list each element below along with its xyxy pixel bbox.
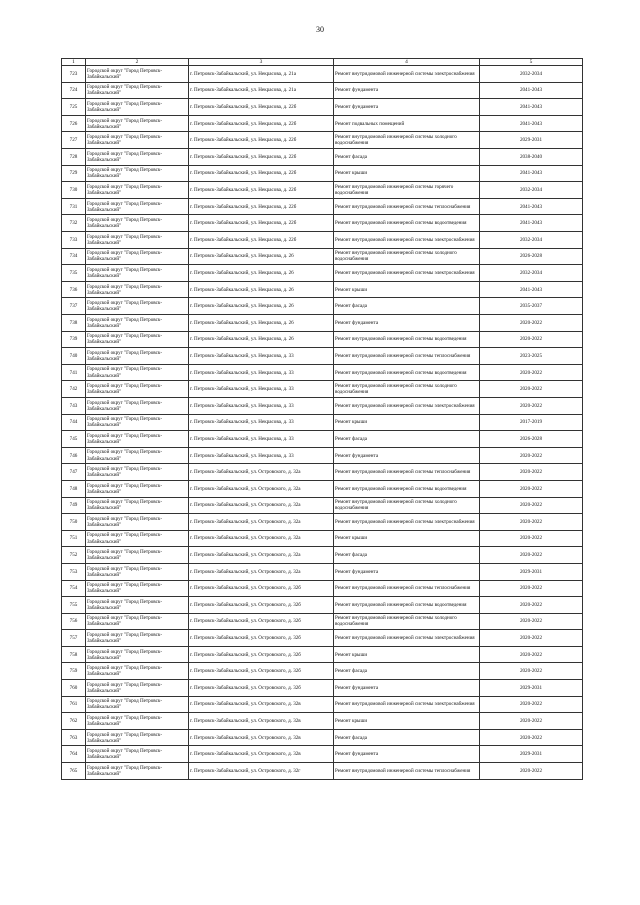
address-cell: г. Петровск-Забайкальский, ул. Некрасова, д. 22б [189,115,334,132]
period-cell: 2041-2043 [480,115,583,132]
address-cell: г. Петровск-Забайкальский, ул. Некрасова, д. 21а [189,82,334,99]
address-cell: г. Петровск-Забайкальский, ул. Островского, д. 32б [189,580,334,597]
table-row [62,696,583,713]
row-number-cell: 734 [62,248,86,265]
address-cell: г. Петровск-Забайкальский, ул. Некрасова, д. 22б [189,215,334,232]
period-cell: 2032-2034 [480,66,583,83]
row-number-cell: 723 [62,66,86,83]
period-cell: 2026-2028 [480,431,583,448]
municipality-cell: Городской округ "Город Петровск-Забайкальский" [86,763,189,780]
period-cell: 2029-2031 [480,563,583,580]
work-type-cell: Ремонт внутридомовой инженерной системы водоотведения [334,364,480,381]
address-cell: г. Петровск-Забайкальский, ул. Некрасова, д. 26 [189,298,334,315]
row-number-cell: 755 [62,597,86,614]
table-row [62,232,583,249]
period-cell: 2041-2043 [480,198,583,215]
period-cell: 2020-2022 [480,580,583,597]
table-row [62,580,583,597]
table-row [62,763,583,780]
row-number-cell: 732 [62,215,86,232]
municipality-cell: Городской округ "Город Петровск-Забайкальский" [86,115,189,132]
period-cell: 2023-2025 [480,348,583,365]
row-number-cell: 748 [62,480,86,497]
row-number-cell: 745 [62,431,86,448]
row-number-cell: 743 [62,397,86,414]
work-type-cell: Ремонт внутридомовой инженерной системы электроснабжения [334,66,480,83]
row-number-cell: 765 [62,763,86,780]
municipality-cell: Городской округ "Город Петровск-Забайкальский" [86,680,189,697]
address-cell: г. Петровск-Забайкальский, ул. Некрасова, д. 22б [189,149,334,166]
table-row [62,530,583,547]
municipality-cell: Городской округ "Город Петровск-Забайкальский" [86,215,189,232]
work-type-cell: Ремонт крыши [334,530,480,547]
period-cell: 2020-2022 [480,315,583,332]
period-cell: 2020-2022 [480,547,583,564]
row-number-cell: 750 [62,514,86,531]
row-number-cell: 753 [62,563,86,580]
period-cell: 2020-2022 [480,497,583,514]
table-row [62,680,583,697]
work-type-cell: Ремонт внутридомовой инженерной системы теплоснабжения [334,763,480,780]
table-row [62,646,583,663]
municipality-cell: Городской округ "Город Петровск-Забайкальский" [86,182,189,199]
address-cell: г. Петровск-Забайкальский, ул. Некрасова, д. 33 [189,397,334,414]
work-type-cell: Ремонт внутридомовой инженерной системы теплоснабжения [334,580,480,597]
work-type-cell: Ремонт крыши [334,414,480,431]
work-type-cell: Ремонт внутридомовой инженерной системы водоотведения [334,215,480,232]
row-number-cell: 763 [62,729,86,746]
table-row [62,315,583,332]
table-row [62,99,583,116]
table-row [62,381,583,398]
address-cell: г. Петровск-Забайкальский, ул. Островского, д. 32а [189,497,334,514]
period-cell: 2020-2022 [480,397,583,414]
table-row [62,132,583,149]
work-type-cell: Ремонт фундамента [334,82,480,99]
period-cell: 2020-2022 [480,646,583,663]
address-cell: г. Петровск-Забайкальский, ул. Островского, д. 32б [189,680,334,697]
address-cell: г. Петровск-Забайкальский, ул. Островского, д. 32б [189,597,334,614]
table-row [62,630,583,647]
address-cell: г. Петровск-Забайкальский, ул. Островского, д. 32б [189,663,334,680]
work-type-cell: Ремонт внутридомовой инженерной системы холодного водоснабжения [334,497,480,514]
period-cell: 2020-2022 [480,480,583,497]
period-cell: 2020-2022 [480,530,583,547]
row-number-cell: 728 [62,149,86,166]
row-number-cell: 747 [62,464,86,481]
table-header-row [62,59,583,66]
period-cell: 2020-2022 [480,597,583,614]
period-cell: 2020-2022 [480,364,583,381]
address-cell: г. Петровск-Забайкальский, ул. Некрасова, д. 26 [189,265,334,282]
municipality-cell: Городской округ "Город Петровск-Забайкальский" [86,563,189,580]
row-number-cell: 744 [62,414,86,431]
address-cell: г. Петровск-Забайкальский, ул. Островского, д. 32в [189,696,334,713]
row-number-cell: 729 [62,165,86,182]
address-cell: г. Петровск-Забайкальский, ул. Островского, д. 32а [189,514,334,531]
table-row [62,298,583,315]
address-cell: г. Петровск-Забайкальский, ул. Некрасова, д. 22б [189,198,334,215]
period-cell: 2020-2022 [480,630,583,647]
address-cell: г. Петровск-Забайкальский, ул. Некрасова, д. 26 [189,331,334,348]
address-cell: г. Петровск-Забайкальский, ул. Островского, д. 32а [189,530,334,547]
period-cell: 2041-2043 [480,281,583,298]
municipality-cell: Городской округ "Город Петровск-Забайкальский" [86,746,189,763]
municipality-cell: Городской округ "Город Петровск-Забайкальский" [86,480,189,497]
row-number-cell: 757 [62,630,86,647]
municipality-cell: Городской округ "Город Петровск-Забайкальский" [86,298,189,315]
column-header: 2 [86,59,189,66]
table-row [62,431,583,448]
table-row [62,746,583,763]
row-number-cell: 746 [62,447,86,464]
row-number-cell: 754 [62,580,86,597]
period-cell: 2020-2022 [480,613,583,630]
address-cell: г. Петровск-Забайкальский, ул. Некрасова, д. 22б [189,99,334,116]
address-cell: г. Петровск-Забайкальский, ул. Некрасова, д. 26 [189,315,334,332]
work-type-cell: Ремонт внутридомовой инженерной системы электроснабжения [334,265,480,282]
period-cell: 2020-2022 [480,464,583,481]
row-number-cell: 736 [62,281,86,298]
address-cell: г. Петровск-Забайкальский, ул. Островского, д. 32а [189,480,334,497]
row-number-cell: 762 [62,713,86,730]
address-cell: г. Петровск-Забайкальский, ул. Некрасова, д. 22б [189,132,334,149]
table-row [62,563,583,580]
row-number-cell: 761 [62,696,86,713]
row-number-cell: 738 [62,315,86,332]
work-type-cell: Ремонт крыши [334,281,480,298]
address-cell: г. Петровск-Забайкальский, ул. Некрасова, д. 33 [189,364,334,381]
period-cell: 2032-2034 [480,232,583,249]
work-type-cell: Ремонт крыши [334,165,480,182]
municipality-cell: Городской округ "Город Петровск-Забайкальский" [86,597,189,614]
row-number-cell: 749 [62,497,86,514]
period-cell: 2032-2034 [480,265,583,282]
municipality-cell: Городской округ "Город Петровск-Забайкальский" [86,66,189,83]
table-row [62,447,583,464]
address-cell: г. Петровск-Забайкальский, ул. Островского, д. 32б [189,613,334,630]
period-cell: 2041-2043 [480,99,583,116]
municipality-cell: Городской округ "Город Петровск-Забайкальский" [86,580,189,597]
work-type-cell: Ремонт внутридомовой инженерной системы холодного водоснабжения [334,381,480,398]
table-row [62,265,583,282]
table-row [62,198,583,215]
period-cell: 2029-2031 [480,680,583,697]
work-type-cell: Ремонт фасада [334,298,480,315]
table-row [62,497,583,514]
row-number-cell: 764 [62,746,86,763]
period-cell: 2017-2019 [480,414,583,431]
municipality-cell: Городской округ "Город Петровск-Забайкальский" [86,530,189,547]
municipality-cell: Городской округ "Город Петровск-Забайкальский" [86,696,189,713]
period-cell: 2038-2040 [480,149,583,166]
work-type-cell: Ремонт фундамента [334,563,480,580]
period-cell: 2041-2043 [480,165,583,182]
municipality-cell: Городской округ "Город Петровск-Забайкальский" [86,232,189,249]
address-cell: г. Петровск-Забайкальский, ул. Некрасова, д. 21а [189,66,334,83]
period-cell: 2020-2022 [480,713,583,730]
address-cell: г. Петровск-Забайкальский, ул. Некрасова, д. 22б [189,232,334,249]
table-row [62,165,583,182]
municipality-cell: Городской округ "Город Петровск-Забайкальский" [86,198,189,215]
work-type-cell: Ремонт фундамента [334,447,480,464]
municipality-cell: Городской округ "Город Петровск-Забайкальский" [86,613,189,630]
municipality-cell: Городской округ "Город Петровск-Забайкальский" [86,497,189,514]
table-row [62,663,583,680]
municipality-cell: Городской округ "Город Петровск-Забайкальский" [86,315,189,332]
row-number-cell: 727 [62,132,86,149]
table-row [62,514,583,531]
period-cell: 2029-2031 [480,132,583,149]
municipality-cell: Городской округ "Город Петровск-Забайкальский" [86,464,189,481]
municipality-cell: Городской округ "Город Петровск-Забайкальский" [86,99,189,116]
work-type-cell: Ремонт фундамента [334,746,480,763]
municipality-cell: Городской округ "Город Петровск-Забайкальский" [86,348,189,365]
row-number-cell: 739 [62,331,86,348]
table-row [62,248,583,265]
table-row [62,82,583,99]
period-cell: 2020-2022 [480,729,583,746]
municipality-cell: Городской округ "Город Петровск-Забайкальский" [86,729,189,746]
address-cell: г. Петровск-Забайкальский, ул. Некрасова, д. 22б [189,182,334,199]
work-type-cell: Ремонт внутридомовой инженерной системы теплоснабжения [334,464,480,481]
table-row [62,182,583,199]
work-type-cell: Ремонт внутридомовой инженерной системы электроснабжения [334,514,480,531]
municipality-cell: Городской округ "Город Петровск-Забайкальский" [86,713,189,730]
table-row [62,547,583,564]
row-number-cell: 752 [62,547,86,564]
work-type-cell: Ремонт фасада [334,431,480,448]
column-header: 1 [62,59,86,66]
table-row [62,729,583,746]
work-type-cell: Ремонт внутридомовой инженерной системы теплоснабжения [334,198,480,215]
row-number-cell: 731 [62,198,86,215]
column-header: 4 [334,59,480,66]
address-cell: г. Петровск-Забайкальский, ул. Островского, д. 32в [189,713,334,730]
address-cell: г. Петровск-Забайкальский, ул. Некрасова, д. 26 [189,248,334,265]
table-row [62,397,583,414]
work-type-cell: Ремонт внутридомовой инженерной системы горячего водоснабжения [334,182,480,199]
municipality-cell: Городской округ "Город Петровск-Забайкальский" [86,149,189,166]
address-cell: г. Петровск-Забайкальский, ул. Островского, д. 32б [189,646,334,663]
work-type-cell: Ремонт крыши [334,713,480,730]
work-type-cell: Ремонт внутридомовой инженерной системы холодного водоснабжения [334,132,480,149]
work-type-cell: Ремонт внутридомовой инженерной системы электроснабжения [334,232,480,249]
period-cell: 2020-2022 [480,514,583,531]
period-cell: 2041-2043 [480,215,583,232]
municipality-cell: Городской округ "Город Петровск-Забайкальский" [86,132,189,149]
work-type-cell: Ремонт внутридомовой инженерной системы холодного водоснабжения [334,613,480,630]
row-number-cell: 733 [62,232,86,249]
row-number-cell: 740 [62,348,86,365]
page-number: 30 [316,25,324,34]
address-cell: г. Петровск-Забайкальский, ул. Островского, д. 32а [189,464,334,481]
municipality-cell: Городской округ "Город Петровск-Забайкальский" [86,447,189,464]
work-type-cell: Ремонт внутридомовой инженерной системы теплоснабжения [334,348,480,365]
table-row [62,713,583,730]
period-cell: 2029-2031 [480,746,583,763]
work-type-cell: Ремонт подвальных помещений [334,115,480,132]
work-type-cell: Ремонт внутридомовой инженерной системы электроснабжения [334,696,480,713]
address-cell: г. Петровск-Забайкальский, ул. Островского, д. 32в [189,746,334,763]
municipality-cell: Городской округ "Город Петровск-Забайкальский" [86,414,189,431]
period-cell: 2035-2037 [480,298,583,315]
table-row [62,331,583,348]
address-cell: г. Петровск-Забайкальский, ул. Островского, д. 32в [189,729,334,746]
table-row [62,348,583,365]
address-cell: г. Петровск-Забайкальский, ул. Островского, д. 32б [189,630,334,647]
table-row [62,613,583,630]
address-cell: г. Петровск-Забайкальский, ул. Некрасова, д. 26 [189,281,334,298]
row-number-cell: 741 [62,364,86,381]
table-row [62,464,583,481]
period-cell: 2020-2022 [480,381,583,398]
period-cell: 2026-2028 [480,248,583,265]
municipality-cell: Городской округ "Город Петровск-Забайкальский" [86,265,189,282]
municipality-cell: Городской округ "Город Петровск-Забайкальский" [86,514,189,531]
municipality-cell: Городской округ "Город Петровск-Забайкальский" [86,397,189,414]
address-cell: г. Петровск-Забайкальский, ул. Островского, д. 32а [189,547,334,564]
municipality-cell: Городской округ "Город Петровск-Забайкальский" [86,431,189,448]
row-number-cell: 742 [62,381,86,398]
address-cell: г. Петровск-Забайкальский, ул. Некрасова, д. 22б [189,165,334,182]
row-number-cell: 758 [62,646,86,663]
column-header: 5 [480,59,583,66]
work-type-cell: Ремонт внутридомовой инженерной системы водоотведения [334,331,480,348]
work-type-cell: Ремонт внутридомовой инженерной системы электроснабжения [334,630,480,647]
municipality-cell: Городской округ "Город Петровск-Забайкальский" [86,663,189,680]
row-number-cell: 735 [62,265,86,282]
work-type-cell: Ремонт фундамента [334,99,480,116]
municipality-cell: Городской округ "Город Петровск-Забайкальский" [86,331,189,348]
work-type-cell: Ремонт фасада [334,149,480,166]
table-row [62,597,583,614]
work-type-cell: Ремонт фундамента [334,315,480,332]
municipality-cell: Городской округ "Город Петровск-Забайкальский" [86,165,189,182]
municipality-cell: Городской округ "Город Петровск-Забайкальский" [86,547,189,564]
period-cell: 2020-2022 [480,663,583,680]
period-cell: 2020-2022 [480,331,583,348]
municipality-cell: Городской округ "Город Петровск-Забайкальский" [86,82,189,99]
period-cell: 2032-2034 [480,182,583,199]
table-row [62,115,583,132]
work-type-cell: Ремонт фундамента [334,680,480,697]
work-type-cell: Ремонт крыши [334,646,480,663]
row-number-cell: 737 [62,298,86,315]
table-row [62,414,583,431]
address-cell: г. Петровск-Забайкальский, ул. Некрасова, д. 33 [189,414,334,431]
address-cell: г. Петровск-Забайкальский, ул. Островского, д. 32а [189,563,334,580]
municipality-cell: Городской округ "Город Петровск-Забайкальский" [86,248,189,265]
table-row [62,66,583,83]
period-cell: 2020-2022 [480,447,583,464]
row-number-cell: 760 [62,680,86,697]
work-type-cell: Ремонт внутридомовой инженерной системы холодного водоснабжения [334,248,480,265]
row-number-cell: 756 [62,613,86,630]
repair-schedule-table [61,58,583,780]
table-row [62,480,583,497]
period-cell: 2020-2022 [480,763,583,780]
row-number-cell: 724 [62,82,86,99]
work-type-cell: Ремонт фасада [334,729,480,746]
address-cell: г. Петровск-Забайкальский, ул. Некрасова, д. 33 [189,431,334,448]
table-row [62,364,583,381]
work-type-cell: Ремонт фасада [334,547,480,564]
address-cell: г. Петровск-Забайкальский, ул. Некрасова, д. 33 [189,381,334,398]
municipality-cell: Городской округ "Город Петровск-Забайкальский" [86,630,189,647]
row-number-cell: 725 [62,99,86,116]
table-row [62,281,583,298]
work-type-cell: Ремонт внутридомовой инженерной системы водоотведения [334,480,480,497]
work-type-cell: Ремонт внутридомовой инженерной системы электроснабжения [334,397,480,414]
work-type-cell: Ремонт внутридомовой инженерной системы водоотведения [334,597,480,614]
municipality-cell: Городской округ "Город Петровск-Забайкальский" [86,646,189,663]
address-cell: г. Петровск-Забайкальский, ул. Островского, д. 32г [189,763,334,780]
municipality-cell: Городской округ "Город Петровск-Забайкальский" [86,364,189,381]
table-row [62,215,583,232]
row-number-cell: 730 [62,182,86,199]
work-type-cell: Ремонт фасада [334,663,480,680]
municipality-cell: Городской округ "Город Петровск-Забайкальский" [86,381,189,398]
row-number-cell: 759 [62,663,86,680]
row-number-cell: 751 [62,530,86,547]
row-number-cell: 726 [62,115,86,132]
municipality-cell: Городской округ "Город Петровск-Забайкальский" [86,281,189,298]
table-row [62,149,583,166]
period-cell: 2020-2022 [480,696,583,713]
period-cell: 2041-2043 [480,82,583,99]
address-cell: г. Петровск-Забайкальский, ул. Некрасова, д. 33 [189,348,334,365]
address-cell: г. Петровск-Забайкальский, ул. Некрасова, д. 33 [189,447,334,464]
column-header: 3 [189,59,334,66]
